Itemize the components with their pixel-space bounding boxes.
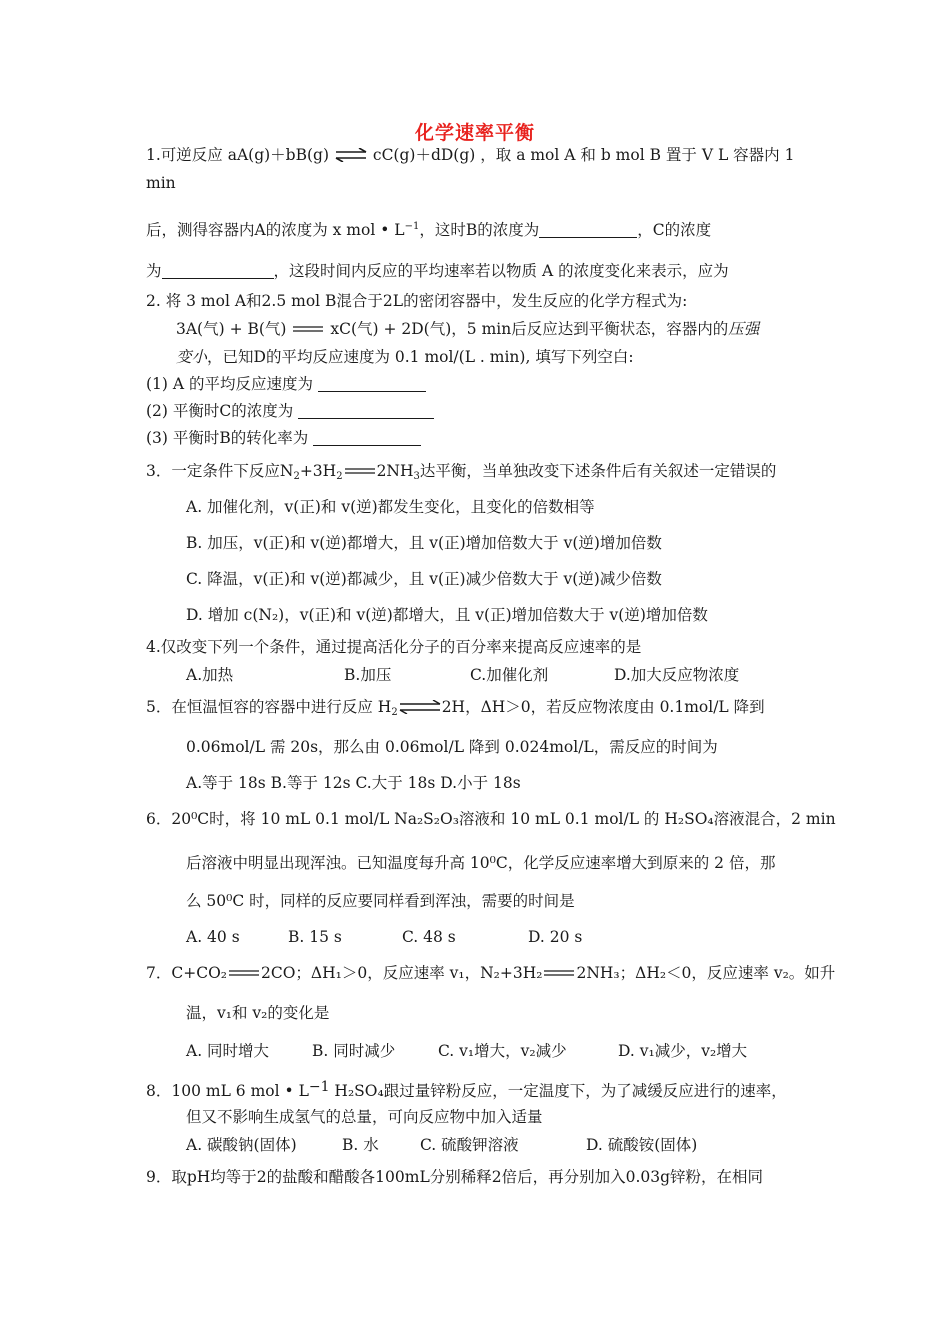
q1-products: cC(g)＋dD(g): [372, 146, 476, 164]
q1-line-1: 1.可逆反应 aA(g)＋bB(g) cC(g)＋dD(g) ，取 a mol A 和 b mol B 置于 V L 容器内 1: [146, 146, 795, 164]
q5-line-2: 0.06mol/L 需 20s，那么由 0.06mol/L 降到 0.024mol/L，需反应的时间为: [186, 738, 718, 756]
q8-option-a: A. 碳酸钠(固体): [186, 1136, 297, 1154]
q5-stem: 5．在恒温恒容的容器中进行反应 $H_2$ 2H，ΔH＞0，若反应物浓度由 0.1mol/L 降到: [146, 698, 765, 718]
q6-option-c: C. 48 s: [402, 928, 456, 946]
answer-blank[interactable]: [318, 375, 426, 392]
q6-option-b: B. 15 s: [288, 928, 342, 946]
q5-options: A.等于 18s B.等于 12s C.大于 18s D.小于 18s: [186, 774, 521, 792]
q2-line-3: 变小，已知D的平均反应速度为 0.1 mol/(L . min), 填写下列空白:: [176, 348, 634, 366]
q7-option-a: A. 同时增大: [186, 1042, 270, 1060]
q3-stem: 3．一定条件下反应$N_2+3H_2$ $2NH_3$达平衡，当单独改变下述条件后有关叙述一定错误的: [146, 462, 777, 482]
equilibrium-arrow-icon: [343, 464, 377, 478]
q1-line-3: 后，测得容器内A的浓度为 x mol • $L^{-1}$，这时B的浓度为 ，C的浓度: [146, 221, 712, 239]
page-title: 化学速率平衡: [414, 122, 535, 144]
q7-option-d: D. v₁减少，v₂增大: [618, 1042, 748, 1060]
q6-option-a: A. 40 s: [186, 928, 240, 946]
q3-option-c: C. 降温，v(正)和 v(逆)都减少，且 v(正)减少倍数大于 v(逆)减少倍数: [186, 570, 662, 588]
q4-option-a: A.加热: [186, 666, 234, 684]
q2-line-2: 3A(气) + B(气) xC(气) + 2D(气)，5 min后反应达到平衡状态，容器内的压强: [176, 320, 760, 338]
q1-line-2: min: [146, 174, 176, 192]
q2-subq-3: (3) 平衡时B的转化率为: [146, 427, 421, 449]
equilibrium-arrow-icon: [291, 322, 325, 336]
q6-line-1: 6．20⁰C时，将 10 mL 0.1 mol/L Na₂S₂O₃溶液和 10 mL 0.1 mol/L 的 H₂SO₄溶液混合，2 min: [146, 810, 836, 828]
equilibrium-arrow-icon: [227, 966, 261, 980]
q1-line-4: 为 ，这段时间内反应的平均速率若以物质 A 的浓度变化来表示，应为: [146, 262, 729, 280]
q8-option-d: D. 硫酸铵(固体): [586, 1136, 698, 1154]
q8-option-c: C. 硫酸钾溶液: [420, 1136, 519, 1154]
q4-option-c: C.加催化剂: [470, 666, 549, 684]
answer-blank[interactable]: [313, 429, 421, 446]
q6-line-2: 后溶液中明显出现浑浊。已知温度每升高 10⁰C，化学反应速率增大到原来的 2 倍，那: [186, 854, 776, 872]
q2-subq-2: (2) 平衡时C的浓度为: [146, 400, 434, 422]
q8-option-b: B. 水: [342, 1136, 379, 1154]
answer-blank[interactable]: [162, 262, 274, 279]
q2-subq-1: (1) A 的平均反应速度为: [146, 373, 426, 395]
q3-option-a: A. 加催化剂，v(正)和 v(逆)都发生变化，且变化的倍数相等: [186, 498, 595, 516]
q7-line-1: 7．C+CO₂ 2CO；ΔH₁＞0，反应速率 v₁，N₂+3H₂ 2NH₃；ΔH₂＜0，反应速率 v₂。如升: [146, 964, 836, 982]
q7-line-2: 温，v₁和 v₂的变化是: [186, 1004, 330, 1022]
q6-option-d: D. 20 s: [528, 928, 583, 946]
q3-option-d: D. 增加 c(N₂)，v(正)和 v(逆)都增大，且 v(正)增加倍数大于 v(逆)增加倍数: [186, 606, 708, 624]
q4-option-b: B.加压: [344, 666, 392, 684]
answer-blank[interactable]: [298, 402, 434, 419]
q7-option-c: C. v₁增大，v₂减少: [438, 1042, 567, 1060]
q6-line-3: 么 50⁰C 时，同样的反应要同样看到浑浊，需要的时间是: [186, 892, 575, 910]
q8-line-2: 但又不影响生成氢气的总量，可向反应物中加入适量: [186, 1108, 543, 1126]
answer-blank[interactable]: [539, 221, 637, 238]
q9-line-1: 9．取pH均等于2的盐酸和醋酸各100mL分别稀释2倍后，再分别加入0.03g锌粉，在相同: [146, 1168, 764, 1186]
q8-line-1: 8．100 mL 6 mol • $L^{-1}$ H₂SO₄跟过量锌粉反应，一定温度下，为了减缓反应进行的速率，: [146, 1079, 787, 1100]
q1-reactants: aA(g)＋bB(g): [227, 146, 330, 164]
equilibrium-arrow-icon: [542, 966, 576, 980]
q3-option-b: B. 加压，v(正)和 v(逆)都增大，且 v(正)增加倍数大于 v(逆)增加倍数: [186, 534, 662, 552]
q7-option-b: B. 同时减少: [312, 1042, 396, 1060]
q4-stem: 4.仅改变下列一个条件，通过提高活化分子的百分率来提高反应速率的是: [146, 638, 642, 656]
q4-option-d: D.加大反应物浓度: [614, 666, 740, 684]
equilibrium-arrow-icon: [398, 700, 442, 714]
q2-line-1: 2. 将 3 mol A和2.5 mol B混合于2L的密闭容器中，发生反应的化学方程式为:: [146, 292, 688, 310]
equilibrium-arrow-icon: [334, 148, 368, 162]
